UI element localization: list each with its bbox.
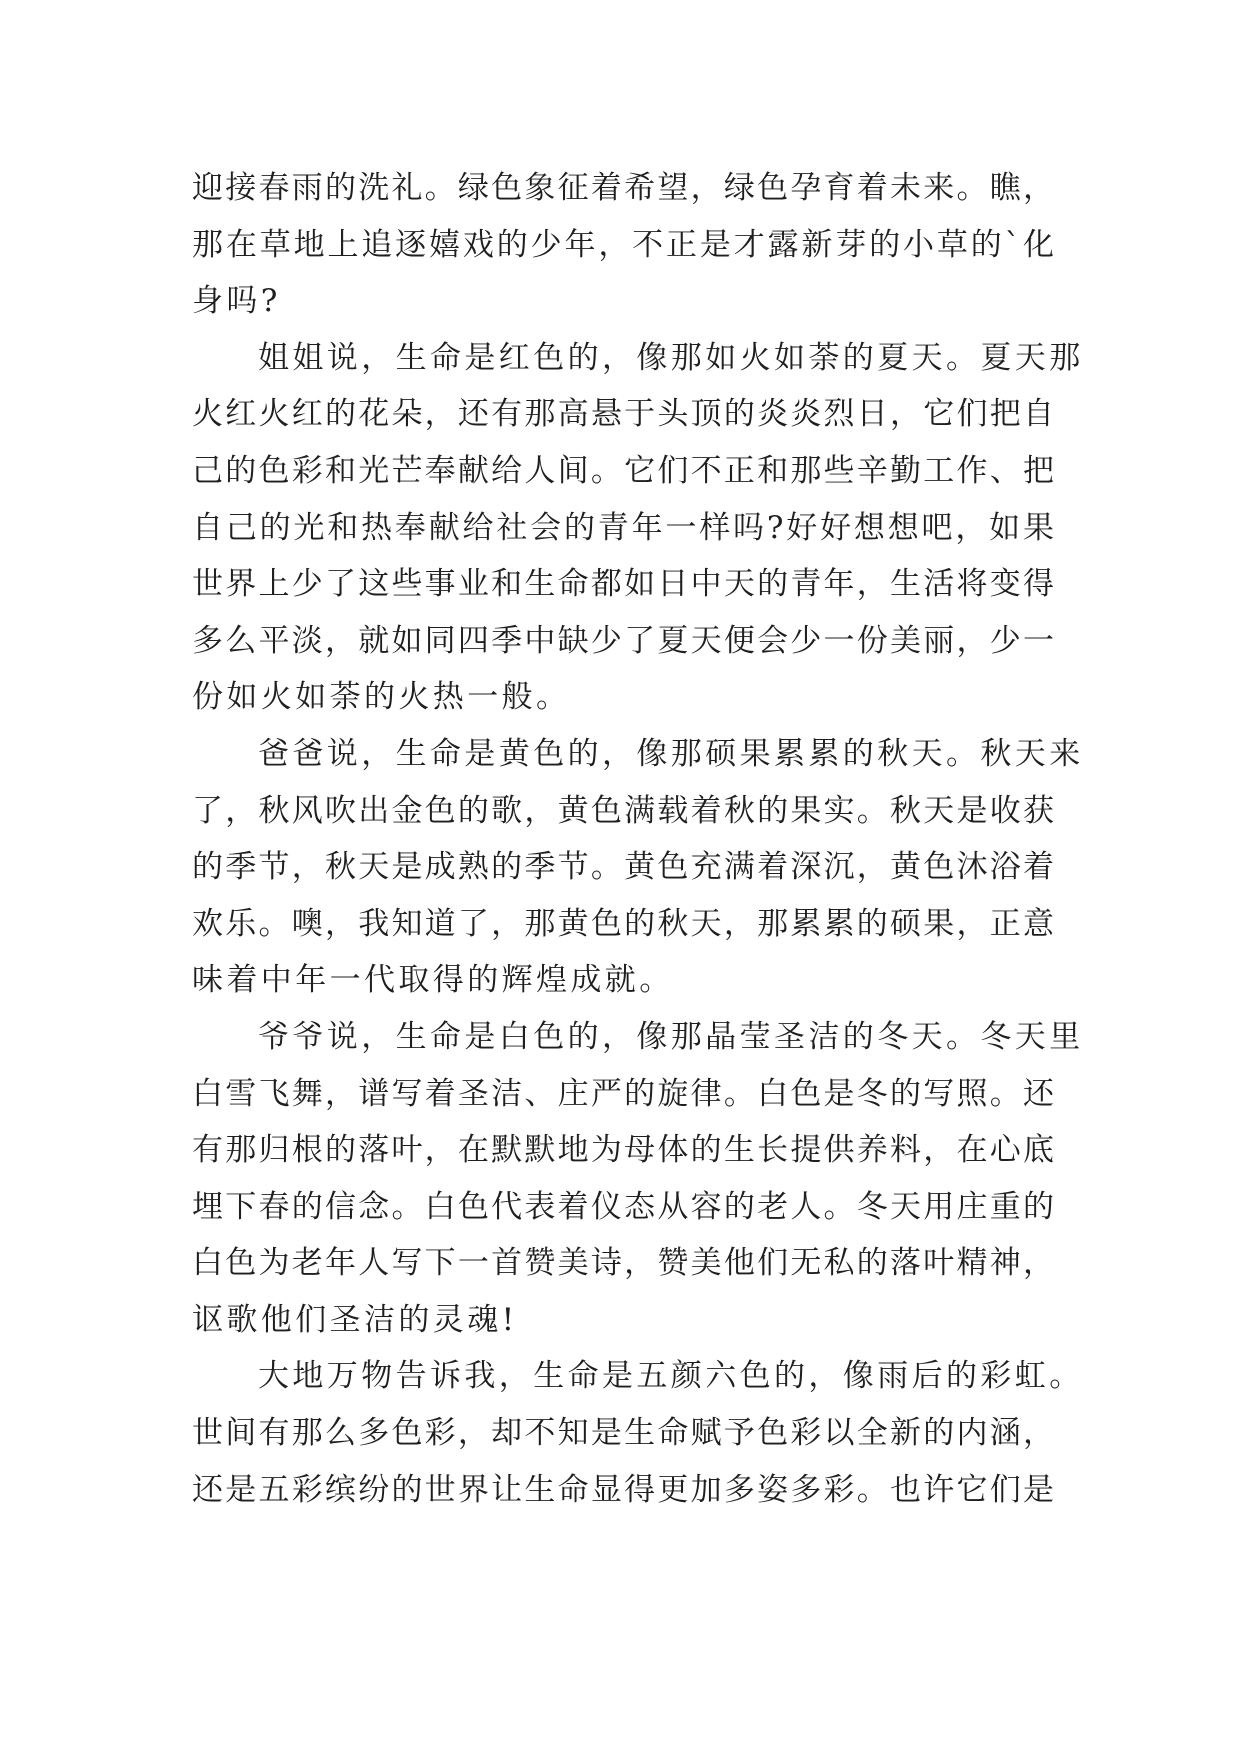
text-line: 己的色彩和光芒奉献给人间。它们不正和那些辛勤工作、把 [192, 452, 1054, 489]
text-line: 欢乐。噢，我知道了，那黄色的秋天，那累累的硕果，正意 [192, 905, 1054, 942]
text-line: 火红火红的花朵，还有那高悬于头顶的炎炎烈日，它们把自 [192, 396, 1054, 433]
paragraph-spring-continued [192, 160, 1054, 330]
text-line: 世间有那么多色彩，却不知是生命赋予色彩以全新的内涵， [192, 1415, 1054, 1452]
text-line: 爸爸说，生命是黄色的，像那硕果累累的秋天。秋天来 [258, 735, 1084, 772]
text-line: 迎接春雨的洗礼。绿色象征着希望，绿色孕育着未来。瞧， [192, 170, 1054, 206]
paragraph-summer [192, 330, 1084, 726]
text-line: 埋下春的信念。白色代表着仪态从容的老人。冬天用庄重的 [192, 1188, 1054, 1225]
text-line: 有那归根的落叶，在默默地为母体的生长提供养料，在心底 [192, 1132, 1054, 1169]
text-line: 身吗? [192, 283, 281, 320]
text-line: 讴歌他们圣洁的灵魂! [192, 1301, 518, 1338]
paragraph-autumn [192, 726, 1084, 1009]
text-line: 味着中年一代取得的辉煌成就。 [192, 962, 674, 999]
text-line: 姐姐说，生命是红色的，像那如火如荼的夏天。夏天那 [258, 339, 1084, 376]
text-line: 份如火如荼的火热一般。 [192, 679, 571, 716]
text-line: 大地万物告诉我，生命是五颜六色的，像雨后的彩虹。 [258, 1358, 1084, 1395]
text-line: 那在草地上追逐嬉戏的少年，不正是才露新芽的小草的`化 [192, 226, 1054, 263]
text-line: 自己的光和热奉献给社会的青年一样吗?好好想想吧，如果 [192, 509, 1054, 546]
text-line: 多么平淡，就如同四季中缺少了夏天便会少一份美丽，少一 [192, 622, 1054, 659]
text-line: 爷爷说，生命是白色的，像那晶莹圣洁的冬天。冬天里 [258, 1018, 1084, 1055]
text-line: 的季节，秋天是成熟的季节。黄色充满着深沉，黄色沐浴着 [192, 849, 1054, 886]
paragraph-winter [192, 1009, 1084, 1349]
text-line: 白雪飞舞，谱写着圣洁、庄严的旋律。白色是冬的写照。还 [192, 1075, 1054, 1112]
text-line: 还是五彩缤纷的世界让生命显得更加多姿多彩。也许它们是 [192, 1471, 1054, 1508]
paragraph-rainbow [192, 1348, 1084, 1518]
text-line: 白色为老年人写下一首赞美诗，赞美他们无私的落叶精神， [192, 1245, 1054, 1282]
text-line: 了，秋风吹出金色的歌，黄色满载着秋的果实。秋天是收获 [192, 792, 1054, 829]
document-body [192, 160, 1084, 1518]
text-line: 世界上少了这些事业和生命都如日中天的青年，生活将变得 [192, 566, 1054, 603]
